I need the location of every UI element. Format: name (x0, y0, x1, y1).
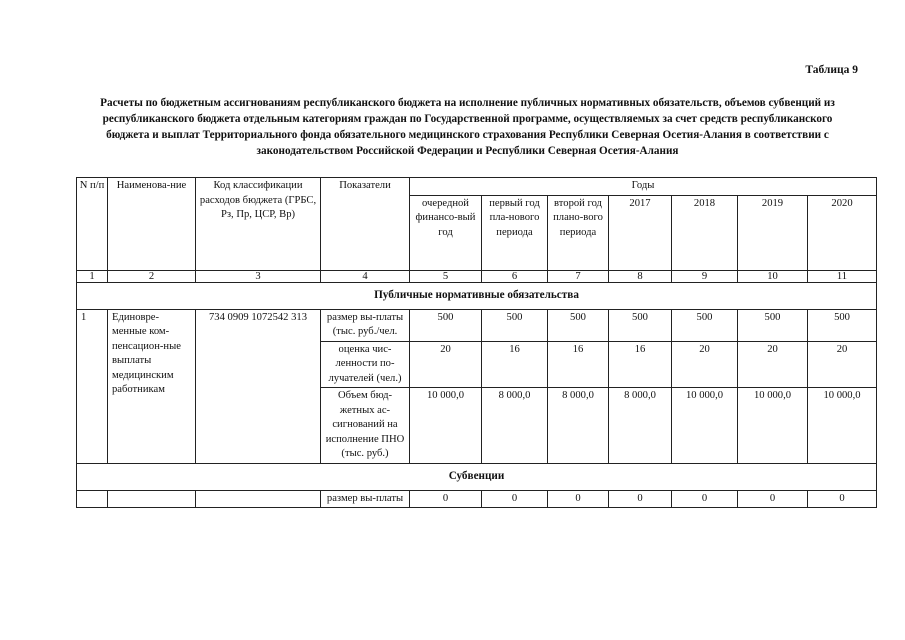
value-cell: 0 (410, 490, 482, 508)
section-row (77, 282, 877, 309)
value-cell: 0 (738, 490, 808, 508)
col-number: 5 (410, 270, 482, 282)
value-cell: 0 (548, 490, 609, 508)
value-cell: 500 (482, 309, 548, 341)
value-cell: 10 000,0 (672, 388, 738, 464)
table-row (77, 309, 877, 341)
value-cell: 10 000,0 (808, 388, 877, 464)
year-col-header: 2018 (672, 195, 738, 270)
document-title: Расчеты по бюджетным ассигнованиям республиканского бюджета на исполнение публичных нормативных обязательств, объемов субвенций из республиканского бюджета отдельным категориям граждан по Государственной программе, осуществляемых за счет средств республиканского бюджета и выплат Территориального фонда обязательного медицинского страхования Республики Северная Осетия-Алания в соответствии с законодательством Российской Федерации и Республики Северная Осетия-Алания (100, 97, 835, 157)
col-number: 11 (808, 270, 877, 282)
col-number: 1 (77, 270, 108, 282)
year-col-header: 2020 (808, 195, 877, 270)
value-cell: 500 (410, 309, 482, 341)
value-cell: 10 000,0 (410, 388, 482, 464)
year-col-header: очередной финансо-вый год (410, 195, 482, 270)
header-row (77, 178, 877, 196)
row-name: Единовре-менные ком-пенсацион-ные выплаты медицинским работникам (108, 309, 196, 463)
value-cell: 16 (609, 341, 672, 388)
value-cell: 500 (808, 309, 877, 341)
section-heading-subventions: Субвенции (77, 463, 877, 490)
section-heading-pno: Публичные нормативные обязательства (77, 282, 877, 309)
row-num (77, 490, 108, 508)
budget-table (76, 177, 877, 508)
year-col-header: второй год плано-вого периода (548, 195, 609, 270)
value-cell: 8 000,0 (548, 388, 609, 464)
value-cell: 0 (609, 490, 672, 508)
table-label: Таблица 9 (805, 64, 858, 76)
col-number: 10 (738, 270, 808, 282)
col-number: 6 (482, 270, 548, 282)
section-row (77, 463, 877, 490)
col-number: 3 (196, 270, 321, 282)
value-cell: 20 (808, 341, 877, 388)
header-indicators: Показатели (321, 178, 410, 271)
value-cell: 8 000,0 (609, 388, 672, 464)
col-number: 7 (548, 270, 609, 282)
header-num: N п/п (77, 178, 108, 271)
col-number: 8 (609, 270, 672, 282)
col-number: 4 (321, 270, 410, 282)
indicator-label: размер вы-платы (тыс. руб./чел. (321, 309, 410, 341)
value-cell: 500 (548, 309, 609, 341)
column-number-row (77, 270, 877, 282)
header-name: Наименова-ние (108, 178, 196, 271)
indicator-label: Объем бюд-жетных ас-сигнований на исполнение ПНО (тыс. руб.) (321, 388, 410, 464)
value-cell: 0 (808, 490, 877, 508)
value-cell: 8 000,0 (482, 388, 548, 464)
value-cell: 20 (410, 341, 482, 388)
value-cell: 500 (738, 309, 808, 341)
value-cell: 16 (548, 341, 609, 388)
indicator-label: оценка чис-ленности по-лучателей (чел.) (321, 341, 410, 388)
row-code (196, 490, 321, 508)
year-col-header: первый год пла-нового периода (482, 195, 548, 270)
value-cell: 20 (672, 341, 738, 388)
row-num: 1 (77, 309, 108, 463)
value-cell: 0 (672, 490, 738, 508)
col-number: 9 (672, 270, 738, 282)
value-cell: 500 (609, 309, 672, 341)
col-number: 2 (108, 270, 196, 282)
row-code: 734 0909 1072542 313 (196, 309, 321, 463)
value-cell: 0 (482, 490, 548, 508)
value-cell: 500 (672, 309, 738, 341)
value-cell: 10 000,0 (738, 388, 808, 464)
indicator-label: размер вы-платы (321, 490, 410, 508)
header-years: Годы (410, 178, 877, 196)
year-col-header: 2017 (609, 195, 672, 270)
header-code: Код классификации расходов бюджета (ГРБС, Рз, Пр, ЦСР, Вр) (196, 178, 321, 271)
value-cell: 16 (482, 341, 548, 388)
table-row (77, 490, 877, 508)
row-name (108, 490, 196, 508)
year-col-header: 2019 (738, 195, 808, 270)
value-cell: 20 (738, 341, 808, 388)
